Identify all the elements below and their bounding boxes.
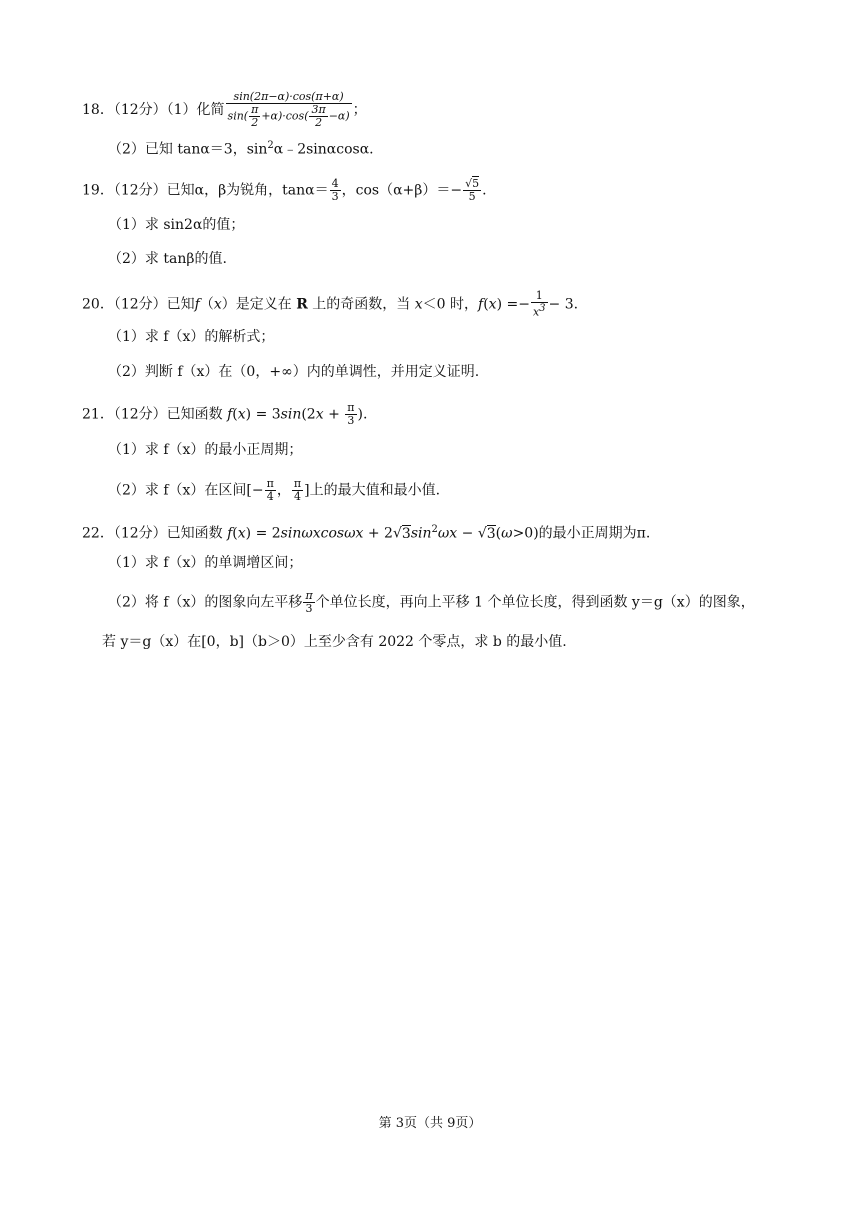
q22-p2a: （2）将 f（x）的图象向左平移 <box>108 594 303 611</box>
q22-line1: 22．（12分）已知函数 $f(x) = 2\sin\omega xcos\omega x + 2√3\sin^2\omega x - √3(\omega>0)$的最小正周期为π. <box>82 524 651 542</box>
q18-part2: （2）已知 tanα＝3，$\sin^2\alpha﹣2\sin\alpha\cos\alpha$. <box>108 140 374 158</box>
q21-head: 21．（12分）已知函数 <box>82 406 223 423</box>
q20-part2: （2）判断 f（x）在（0，+∞）内的单调性，并用定义证明. <box>108 364 480 380</box>
q22-p2b: 个单位长度，再向上平移 1 个单位长度，得到函数 y＝g（x）的图象， <box>315 594 755 611</box>
q19-part1: （1）求 sin2α的值； <box>108 217 245 233</box>
q18-line1: 18．（12分）（1）化简 sin(2π−α)·cos(π+α) sin( $\frac{\pi}{2}$ +α)·cos( $\frac{3\pi}{2}$ −α) ； <box>82 90 367 130</box>
q21-line1: 21．（12分）已知函数 f(x) = 3sin(2x + $\frac{\pi}{3}$ ). <box>82 401 368 428</box>
q20-head: 20．（12分）已知 <box>82 296 195 313</box>
q19-part2: （2）求 tanβ的值. <box>108 251 227 267</box>
q20-line1: 20．（12分）已知f（x）是定义在 R 上的奇函数，当 x＜0 时，f(x) =− $\frac{1}{x^3}$ − 3. <box>82 289 579 319</box>
page-footer: 第 3页（共 9页） <box>378 1116 482 1131</box>
q21-part1: （1）求 f（x）的最小正周期； <box>108 442 303 458</box>
q21-p2a: （2）求 f（x）在区间[− <box>108 482 264 499</box>
q18-fraction: sin(2π−α)·cos(π+α) sin( $\frac{\pi}{2}$ +α)·cos( $\frac{3\pi}{2}$ −α) <box>227 90 350 130</box>
q18-p2-tail: α﹣2sinαcosα. <box>273 141 374 158</box>
q21-part2: （2）求 f（x）在区间[− $\frac{\pi}{4}$ ， $\frac{\pi}{4}$ ]上的最大值和最小值. <box>108 477 441 504</box>
q20-part1: （1）求 f（x）的解析式； <box>108 329 275 345</box>
q22-tail: >0)的最小正周期为π. <box>512 525 651 542</box>
q18-p2: （2）已知 tanα＝3，sin <box>108 141 268 158</box>
q22-part2-cont: 若 y＝g（x）在[0，b]（b＞0）上至少含有 2022 个零点，求 b 的最小值. <box>102 634 567 650</box>
q22-head: 22．（12分）已知函数 <box>82 525 223 542</box>
q18-head: 18．（12分）（1）化简 <box>82 102 225 119</box>
q22-part2: （2）将 f（x）的图象向左平移 $\frac{\pi}{3}$ 个单位长度，再向上平移 1 个单位长度，得到函数 y＝g（x）的图象， <box>108 589 755 616</box>
q19-head: 19．（12分）已知α，β为锐角，tanα＝ <box>82 182 329 199</box>
q21-p2b: ]上的最大值和最小值. <box>304 482 441 499</box>
q19-line1: 19．（12分）已知α，β为锐角，tanα＝ $\frac{4}{3}$ ，cos（α+β）＝− $\frac{√5}{5}$ . <box>82 177 487 204</box>
q22-part1: （1）求 f（x）的单调增区间； <box>108 555 303 571</box>
q19-mid: ，cos（α+β）＝− <box>341 182 463 199</box>
